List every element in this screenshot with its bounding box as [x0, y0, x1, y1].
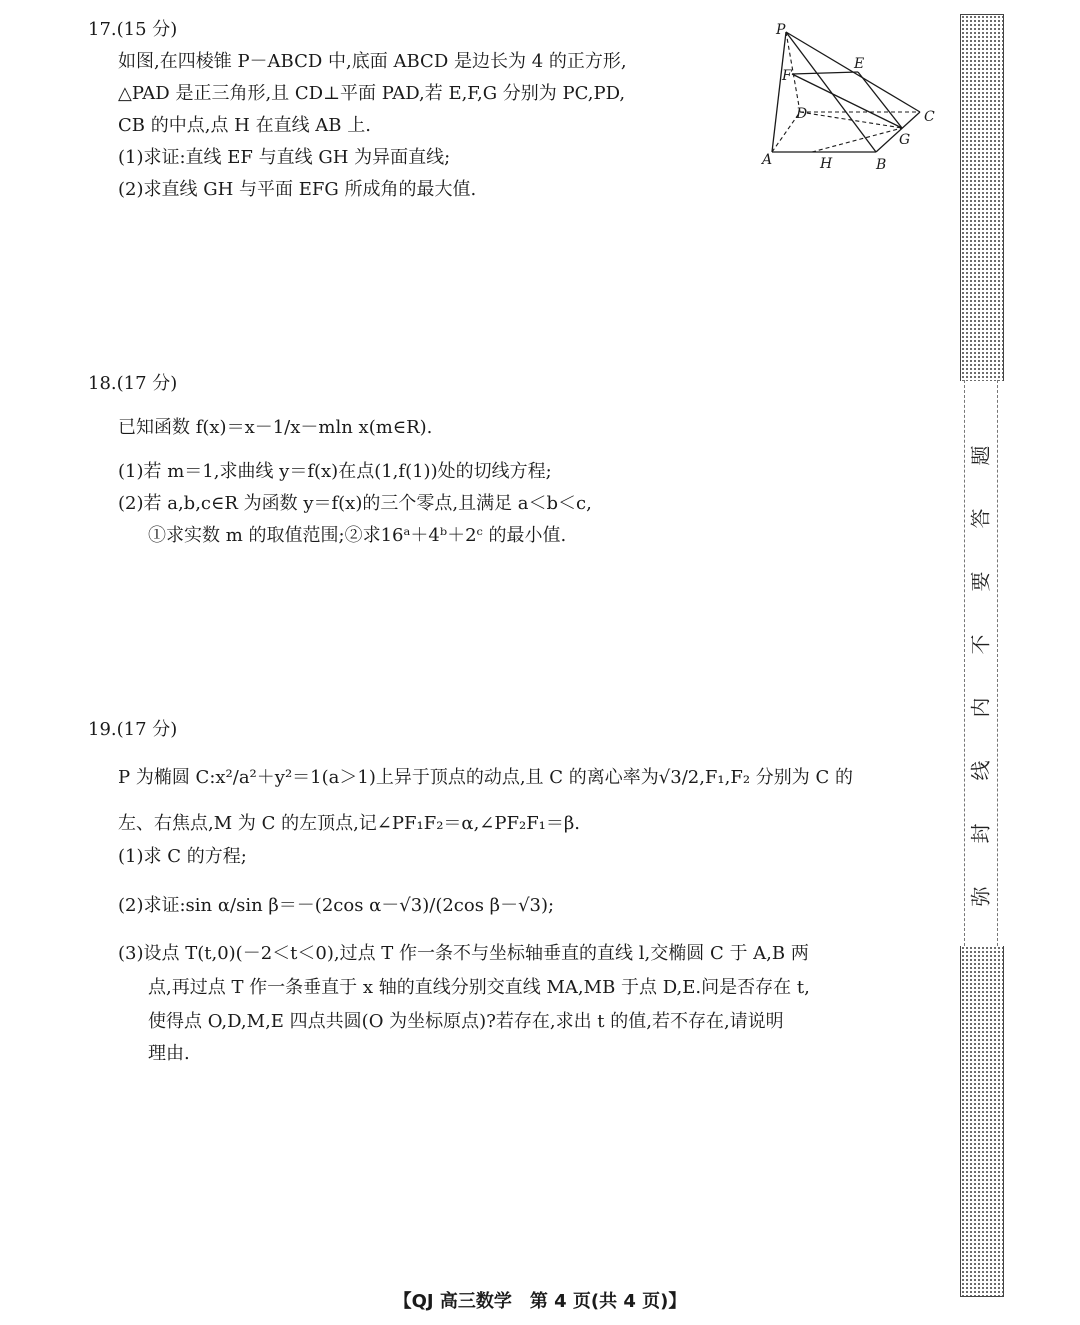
question-19-part-1: (1)求 C 的方程; [118, 846, 247, 867]
seal-char: 弥 [968, 886, 993, 907]
question-17-line-3: CB 的中点,点 H 在直线 AB 上. [118, 115, 371, 136]
seal-char: 封 [968, 823, 993, 844]
question-18-number: 18.(17 分) [88, 373, 178, 394]
label-E: E [854, 56, 865, 72]
pyramid-figure [752, 14, 942, 180]
label-H: H [820, 156, 833, 172]
seal-char: 线 [968, 760, 993, 781]
question-19-part-3-line-4: 理由. [148, 1043, 190, 1064]
label-F: F [782, 68, 792, 84]
seal-char: 不 [968, 634, 993, 655]
seal-strip [960, 14, 1002, 1296]
question-18-part-1: (1)若 m＝1,求曲线 y＝f(x)在点(1,f(1))处的切线方程; [118, 461, 552, 482]
question-17-line-2: △PAD 是正三角形,且 CD⊥平面 PAD,若 E,F,G 分别为 PC,PD, [118, 83, 626, 104]
question-17-part-2: (2)求直线 GH 与平面 EFG 所成角的最大值. [118, 179, 477, 200]
question-19-number: 19.(17 分) [88, 719, 178, 740]
label-C: C [924, 109, 935, 125]
seal-text [960, 424, 1002, 928]
label-D: D [796, 106, 808, 122]
question-17-number: 17.(15 分) [88, 19, 178, 40]
question-18-line-1: 已知函数 f(x)＝x－1/x－mln x(m∈R). [118, 417, 433, 438]
question-17-line-1: 如图,在四棱锥 P－ABCD 中,底面 ABCD 是边长为 4 的正方形, [118, 51, 627, 72]
seal-dots-top [960, 14, 1004, 381]
label-B: B [876, 157, 887, 173]
seal-char: 内 [968, 697, 993, 718]
question-19-line-2: 左、右焦点,M 为 C 的左顶点,记∠PF₁F₂＝α,∠PF₂F₁＝β. [118, 813, 581, 834]
question-17-part-1: (1)求证:直线 EF 与直线 GH 为异面直线; [118, 147, 451, 168]
question-19-part-2: (2)求证:sin α/sin β＝－(2cos α－√3)/(2cos β－√3); [118, 895, 555, 916]
question-18-part-2: (2)若 a,b,c∈R 为函数 y＝f(x)的三个零点,且满足 a＜b＜c, [118, 493, 592, 514]
page-footer: 【QJ 高三数学 第 4 页(共 4 页)】 [393, 1291, 687, 1312]
question-19-line-1: P 为椭圆 C:x²/a²＋y²＝1(a＞1)上异于顶点的动点,且 C 的离心率为√3/2,F₁,F₂ 分别为 C 的 [118, 767, 854, 788]
question-19-part-3-line-2: 点,再过点 T 作一条垂直于 x 轴的直线分别交直线 MA,MB 于点 D,E.问是否存在 t, [148, 977, 810, 998]
seal-char: 答 [968, 508, 993, 529]
label-P: P [776, 22, 786, 38]
question-18-part-2-sub: ①求实数 m 的取值范围;②求16ᵃ＋4ᵇ＋2ᶜ 的最小值. [148, 525, 567, 546]
question-19-part-3-line-1: (3)设点 T(t,0)(－2＜t＜0),过点 T 作一条不与坐标轴垂直的直线 l,交椭圆 C 于 A,B 两 [118, 943, 809, 964]
seal-char: 题 [968, 445, 993, 466]
seal-dots-bottom [960, 946, 1004, 1297]
question-19-part-3-line-3: 使得点 O,D,M,E 四点共圆(O 为坐标原点)?若存在,求出 t 的值,若不存在,请说明 [148, 1011, 784, 1032]
label-G: G [899, 132, 911, 148]
seal-char: 要 [968, 571, 993, 592]
label-A: A [762, 152, 773, 168]
